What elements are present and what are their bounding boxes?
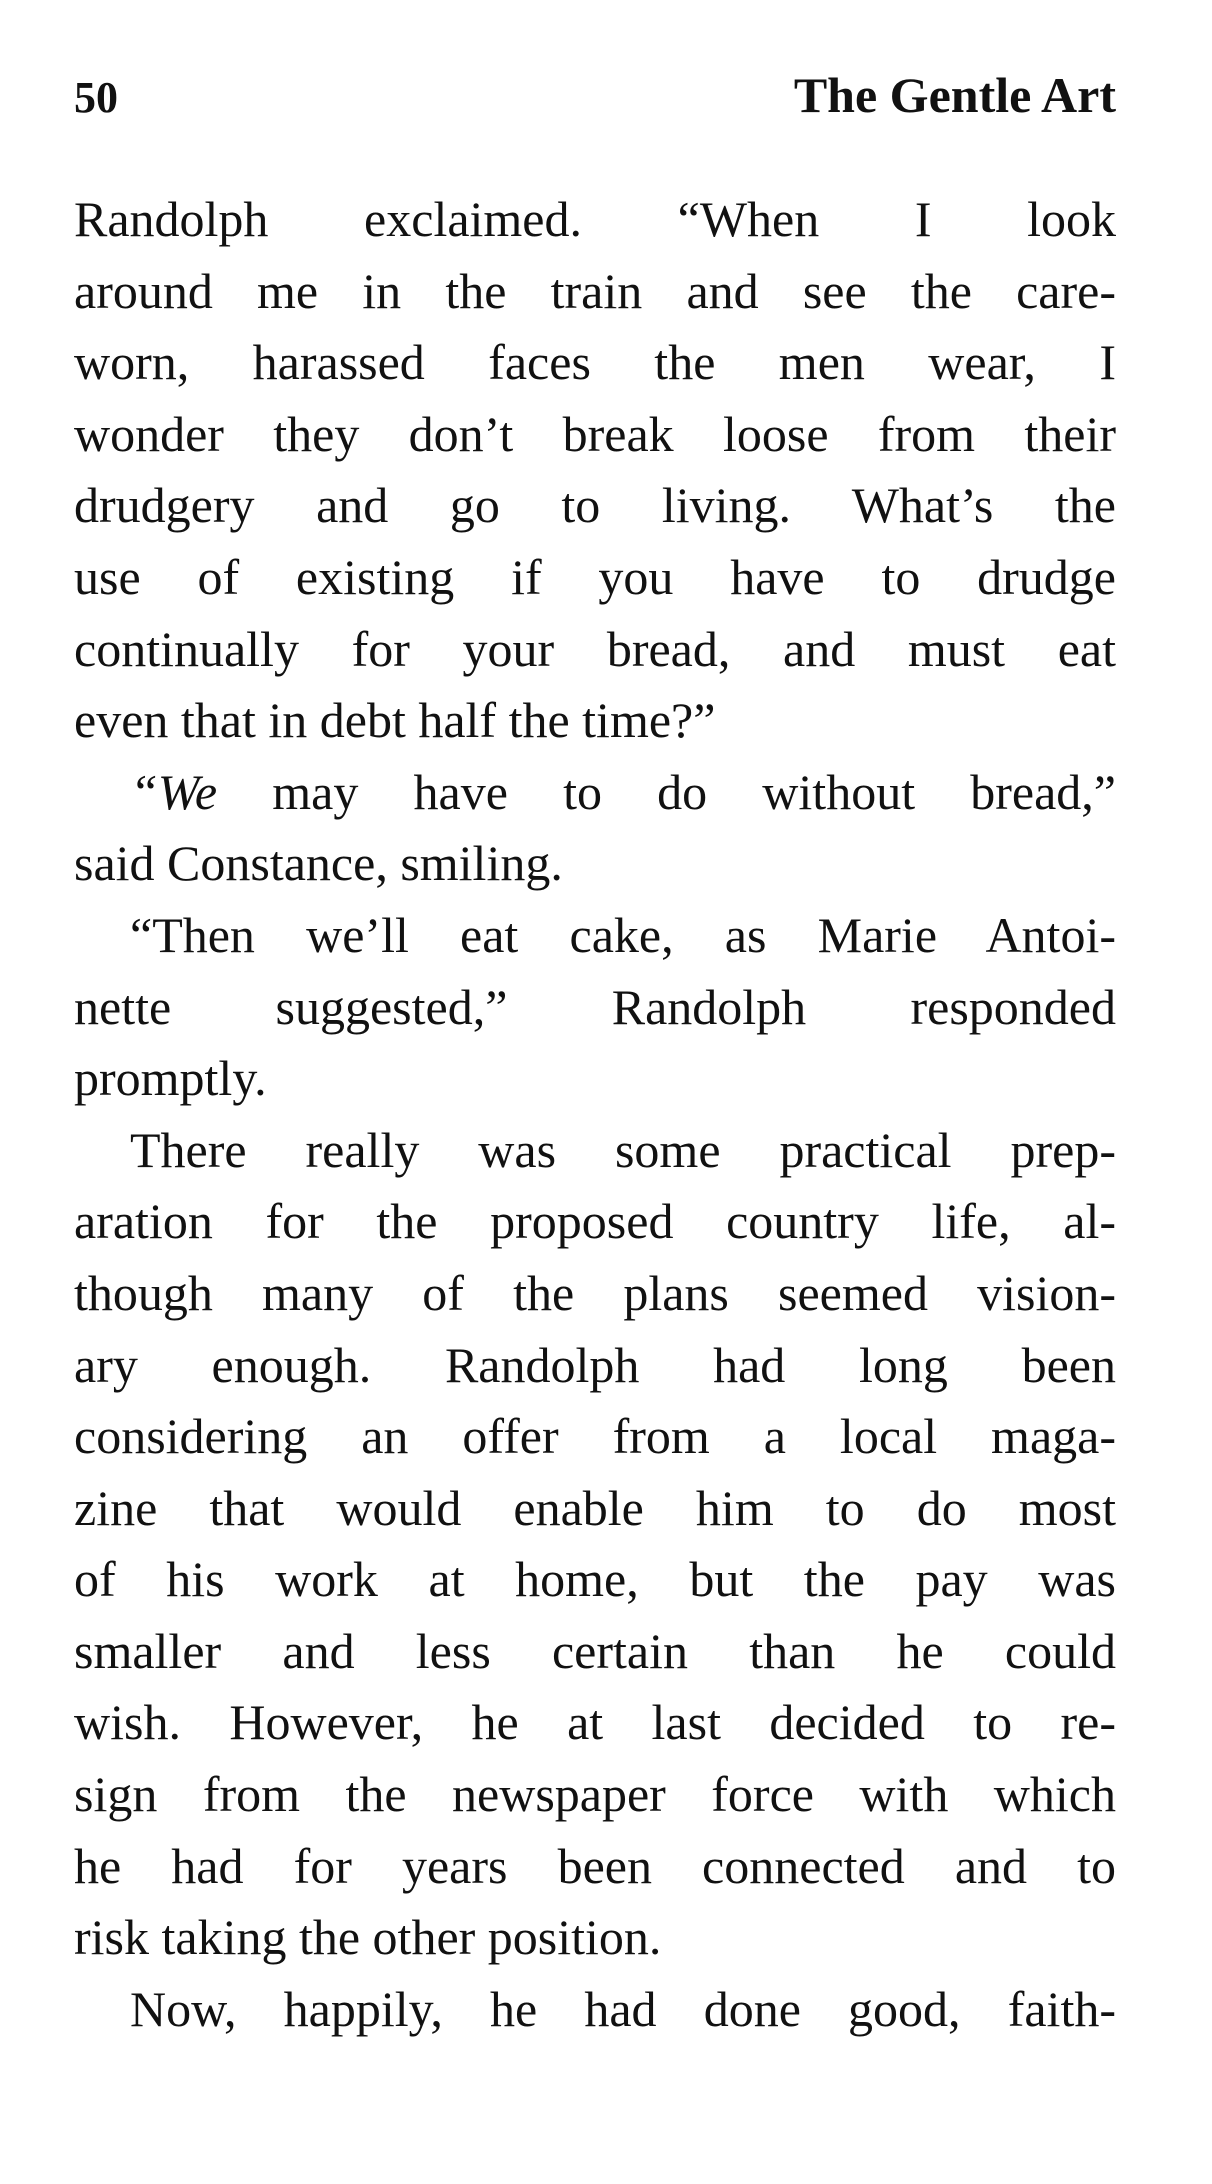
text-line: said Constance, smiling. <box>74 835 563 892</box>
text-line: Now, happily, he had done good, faith- <box>130 1980 1116 2037</box>
text-line: wonder they don’t break loose from their <box>74 405 1116 462</box>
running-title: The Gentle Art <box>793 67 1116 123</box>
text-line: drudgery and go to living. What’s the <box>74 477 1116 534</box>
text-line: “Then we’ll eat cake, as Marie Antoi- <box>130 906 1116 963</box>
body-text <box>74 184 1116 2045</box>
paragraph-5 <box>74 1974 1116 2046</box>
text-line: use of existing if you have to drudge <box>74 548 1116 605</box>
paragraph-2 <box>74 757 1116 900</box>
text-line: smaller and less certain than he could <box>74 1622 1116 1679</box>
text-line: though many of the plans seemed vision- <box>74 1264 1116 1321</box>
italic-emphasis: “We <box>130 763 218 820</box>
text-line: aration for the proposed country life, al- <box>74 1193 1116 1250</box>
text-line: sign from the newspaper force with which <box>74 1766 1116 1823</box>
text-line: worn, harassed faces the men wear, I <box>74 334 1116 391</box>
text-line: he had for years been connected and to <box>74 1837 1116 1894</box>
text-line: risk taking the other position. <box>74 1909 662 1966</box>
text-line: around me in the train and see the care- <box>74 262 1116 319</box>
text-line <box>74 757 1116 829</box>
text-line: nette suggested,” Randolph responded <box>74 978 1116 1035</box>
paragraph-3 <box>74 900 1116 1115</box>
text-line: zine that would enable him to do most <box>74 1479 1116 1536</box>
text-line: of his work at home, but the pay was <box>74 1551 1116 1608</box>
text-line: even that in debt half the time?” <box>74 692 716 749</box>
text-line: wish. However, he at last decided to re- <box>74 1694 1116 1751</box>
page-number: 50 <box>74 73 118 122</box>
running-head <box>74 66 1116 136</box>
paragraph-1 <box>74 184 1116 757</box>
text-line: considering an offer from a local maga- <box>74 1408 1116 1465</box>
text-line: ary enough. Randolph had long been <box>74 1336 1116 1393</box>
text-line: Randolph exclaimed. “When I look <box>74 191 1116 247</box>
text-line: promptly. <box>74 1050 267 1107</box>
text-run: may have to do without bread,” <box>217 763 1116 820</box>
text-line: continually for your bread, and must eat <box>74 620 1116 677</box>
text-line: There really was some practical prep- <box>130 1121 1116 1178</box>
paragraph-4 <box>74 1115 1116 1974</box>
